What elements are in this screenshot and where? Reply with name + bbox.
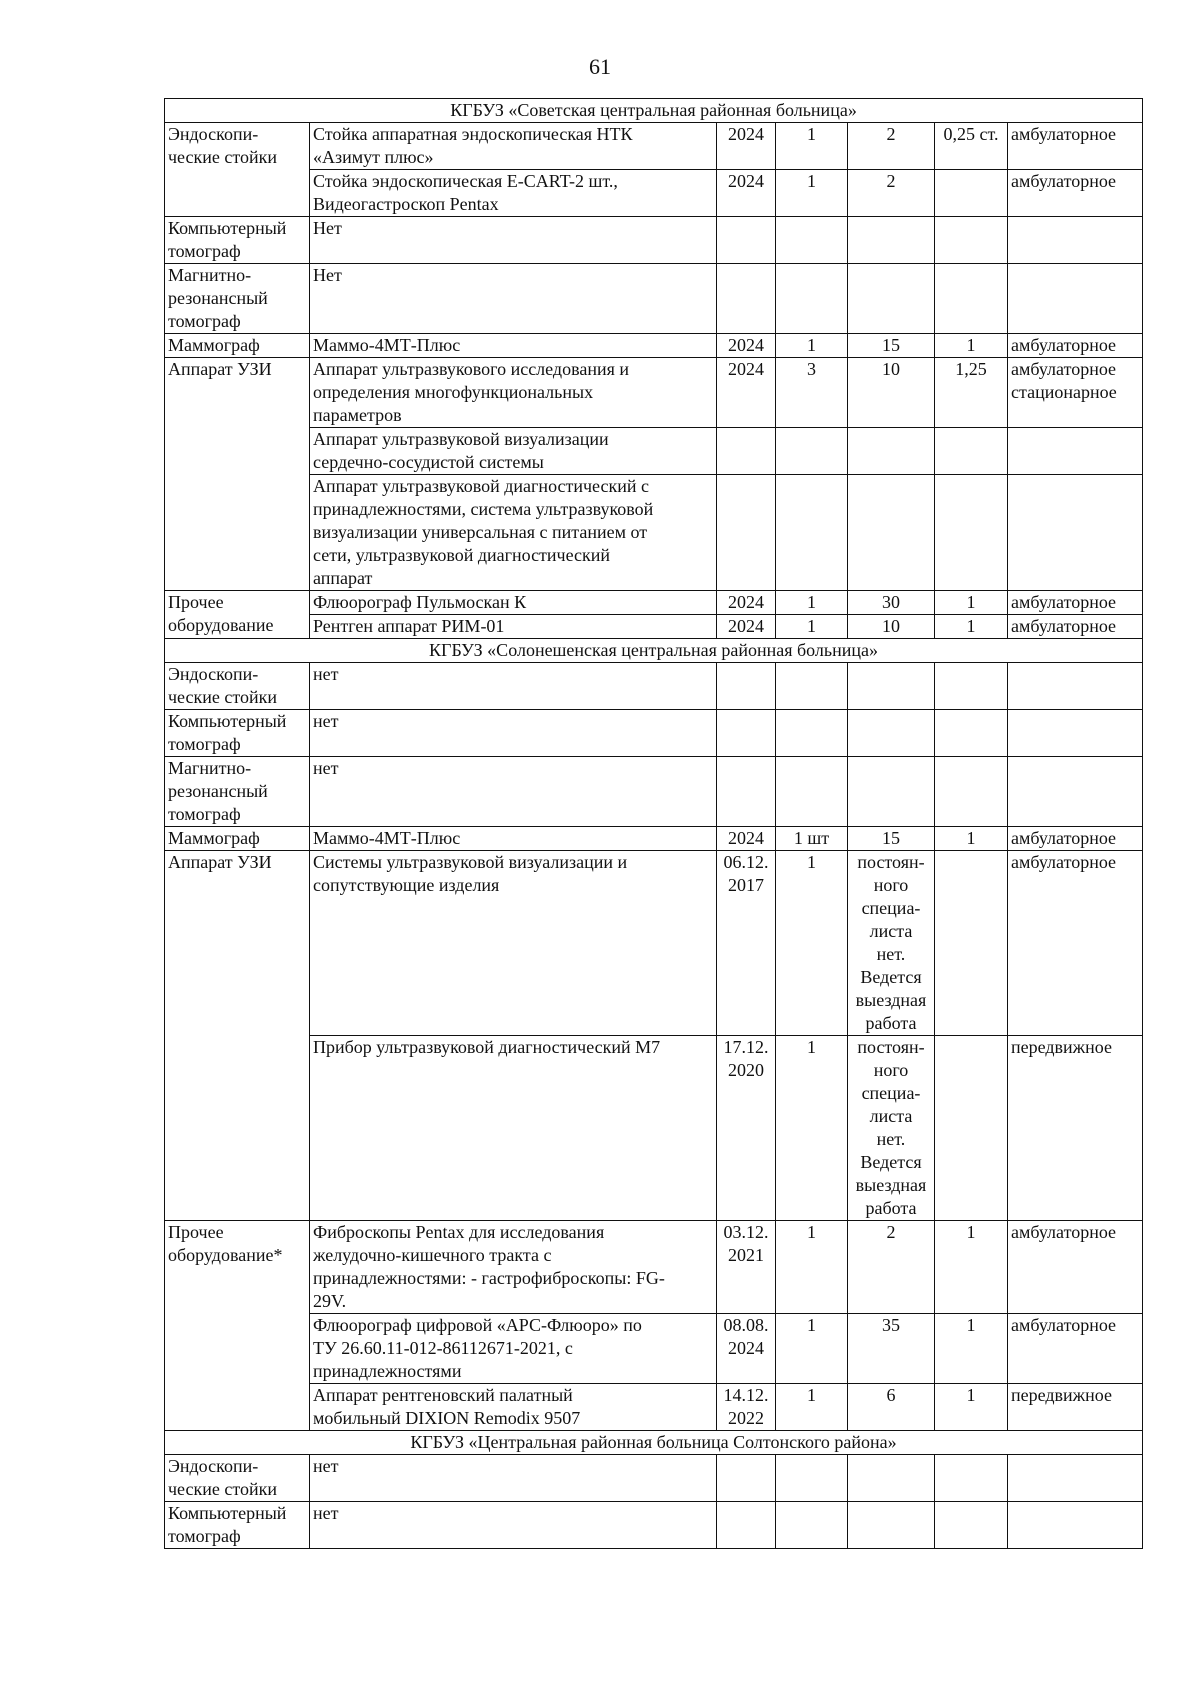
- quantity-cell: [776, 264, 848, 334]
- load-cell: 30: [848, 591, 935, 615]
- care-mode-cell: амбулаторное стационарное: [1008, 358, 1143, 428]
- year-cell: [717, 1455, 776, 1502]
- table-row: [165, 663, 1143, 710]
- table-row: [165, 123, 1143, 170]
- table-row: [165, 1036, 1143, 1221]
- equipment-category-cell: Магнитно- резонансный томограф: [165, 757, 310, 827]
- load-cell: 6: [848, 1384, 935, 1431]
- quantity-cell: [776, 475, 848, 591]
- table-row: [165, 851, 1143, 1036]
- load-cell: постоян- ного специа- листа нет. Ведется выездная работа: [848, 1036, 935, 1221]
- quantity-cell: [776, 710, 848, 757]
- quantity-cell: 1: [776, 123, 848, 170]
- care-mode-cell: [1008, 757, 1143, 827]
- equipment-category-cell: Маммограф: [165, 827, 310, 851]
- care-mode-cell: [1008, 1455, 1143, 1502]
- staff-rate-cell: 1: [935, 1384, 1008, 1431]
- device-name-cell: Маммо-4МТ-Плюс: [310, 827, 717, 851]
- staff-rate-cell: 1: [935, 1221, 1008, 1314]
- table-row: [165, 475, 1143, 591]
- device-name-cell: Стойка эндоскопическая E-CART-2 шт., Видеогастроскоп Pentax: [310, 170, 717, 217]
- organization-header-row: [165, 99, 1143, 123]
- year-cell: [717, 1502, 776, 1549]
- staff-rate-cell: [935, 1036, 1008, 1221]
- table-row: [165, 1221, 1143, 1314]
- quantity-cell: 1: [776, 1384, 848, 1431]
- device-name-cell: Нет: [310, 264, 717, 334]
- load-cell: [848, 428, 935, 475]
- staff-rate-cell: [935, 1502, 1008, 1549]
- device-name-cell: Аппарат ультразвукового исследования и определения многофункциональных параметров: [310, 358, 717, 428]
- staff-rate-cell: [935, 710, 1008, 757]
- device-name-cell: нет: [310, 757, 717, 827]
- care-mode-cell: амбулаторное: [1008, 827, 1143, 851]
- table-row: [165, 170, 1143, 217]
- equipment-category-cell: Компьютерный томограф: [165, 710, 310, 757]
- staff-rate-cell: 1: [935, 334, 1008, 358]
- table-row: [165, 757, 1143, 827]
- equipment-category-cell: Прочее оборудование: [165, 591, 310, 639]
- staff-rate-cell: [935, 475, 1008, 591]
- device-name-cell: Флюорограф Пульмоскан К: [310, 591, 717, 615]
- device-name-cell: Нет: [310, 217, 717, 264]
- year-cell: 14.12. 2022: [717, 1384, 776, 1431]
- year-cell: [717, 217, 776, 264]
- quantity-cell: [776, 217, 848, 264]
- care-mode-cell: [1008, 1502, 1143, 1549]
- staff-rate-cell: [935, 428, 1008, 475]
- equipment-category-cell: Компьютерный томограф: [165, 1502, 310, 1549]
- load-cell: [848, 757, 935, 827]
- care-mode-cell: амбулаторное: [1008, 1221, 1143, 1314]
- device-name-cell: Стойка аппаратная эндоскопическая НТК «Азимут плюс»: [310, 123, 717, 170]
- table-row: [165, 1384, 1143, 1431]
- load-cell: 15: [848, 827, 935, 851]
- device-name-cell: Аппарат ультразвуковой визуализации сердечно-сосудистой системы: [310, 428, 717, 475]
- device-name-cell: нет: [310, 663, 717, 710]
- quantity-cell: 1 шт: [776, 827, 848, 851]
- equipment-category-cell: Аппарат УЗИ: [165, 851, 310, 1221]
- load-cell: [848, 710, 935, 757]
- load-cell: 35: [848, 1314, 935, 1384]
- device-name-cell: Флюорограф цифровой «АРС-Флюоро» по ТУ 26.60.11-012-86112671-2021, с принадлежностями: [310, 1314, 717, 1384]
- staff-rate-cell: 1,25: [935, 358, 1008, 428]
- staff-rate-cell: [935, 264, 1008, 334]
- organization-header-row: [165, 639, 1143, 663]
- staff-rate-cell: 1: [935, 1314, 1008, 1384]
- year-cell: [717, 663, 776, 710]
- table-row: [165, 264, 1143, 334]
- table-row: [165, 710, 1143, 757]
- equipment-category-cell: Эндоскопи- ческие стойки: [165, 663, 310, 710]
- device-name-cell: Системы ультразвуковой визуализации и сопутствующие изделия: [310, 851, 717, 1036]
- care-mode-cell: передвижное: [1008, 1036, 1143, 1221]
- staff-rate-cell: [935, 757, 1008, 827]
- page-number: 61: [589, 54, 611, 79]
- load-cell: [848, 217, 935, 264]
- load-cell: 10: [848, 615, 935, 639]
- load-cell: 2: [848, 170, 935, 217]
- staff-rate-cell: [935, 663, 1008, 710]
- table-row: [165, 1314, 1143, 1384]
- care-mode-cell: [1008, 663, 1143, 710]
- care-mode-cell: [1008, 217, 1143, 264]
- staff-rate-cell: [935, 851, 1008, 1036]
- year-cell: [717, 264, 776, 334]
- quantity-cell: 1: [776, 1314, 848, 1384]
- year-cell: 2024: [717, 358, 776, 428]
- quantity-cell: [776, 1455, 848, 1502]
- quantity-cell: [776, 757, 848, 827]
- device-name-cell: Маммо-4МТ-Плюс: [310, 334, 717, 358]
- organization-name: КГБУЗ «Солонешенская центральная районная больница»: [165, 639, 1143, 663]
- care-mode-cell: передвижное: [1008, 1384, 1143, 1431]
- year-cell: [717, 710, 776, 757]
- load-cell: [848, 1455, 935, 1502]
- quantity-cell: 1: [776, 334, 848, 358]
- care-mode-cell: амбулаторное: [1008, 123, 1143, 170]
- table-row: [165, 334, 1143, 358]
- care-mode-cell: [1008, 264, 1143, 334]
- staff-rate-cell: [935, 1455, 1008, 1502]
- care-mode-cell: амбулаторное: [1008, 591, 1143, 615]
- load-cell: [848, 1502, 935, 1549]
- care-mode-cell: амбулаторное: [1008, 615, 1143, 639]
- device-name-cell: Аппарат ультразвуковой диагностический с принадлежностями, система ультразвуковой визуализации универсальная с питанием от сети, ультразвуковой диагностический аппарат: [310, 475, 717, 591]
- year-cell: 2024: [717, 123, 776, 170]
- year-cell: [717, 757, 776, 827]
- organization-name: КГБУЗ «Центральная районная больница Солтонского района»: [165, 1431, 1143, 1455]
- device-name-cell: Прибор ультразвуковой диагностический M7: [310, 1036, 717, 1221]
- care-mode-cell: [1008, 428, 1143, 475]
- care-mode-cell: [1008, 475, 1143, 591]
- staff-rate-cell: [935, 170, 1008, 217]
- staff-rate-cell: 0,25 ст.: [935, 123, 1008, 170]
- load-cell: [848, 264, 935, 334]
- device-name-cell: нет: [310, 1455, 717, 1502]
- organization-header-row: [165, 1431, 1143, 1455]
- table-row: [165, 428, 1143, 475]
- quantity-cell: 1: [776, 1221, 848, 1314]
- equipment-category-cell: Магнитно- резонансный томограф: [165, 264, 310, 334]
- care-mode-cell: амбулаторное: [1008, 851, 1143, 1036]
- care-mode-cell: амбулаторное: [1008, 170, 1143, 217]
- load-cell: постоян- ного специа- листа нет. Ведется выездная работа: [848, 851, 935, 1036]
- equipment-category-cell: Эндоскопи- ческие стойки: [165, 1455, 310, 1502]
- load-cell: 15: [848, 334, 935, 358]
- care-mode-cell: амбулаторное: [1008, 334, 1143, 358]
- device-name-cell: нет: [310, 1502, 717, 1549]
- quantity-cell: 1: [776, 170, 848, 217]
- year-cell: 2024: [717, 615, 776, 639]
- load-cell: 10: [848, 358, 935, 428]
- device-name-cell: нет: [310, 710, 717, 757]
- year-cell: 08.08. 2024: [717, 1314, 776, 1384]
- device-name-cell: Фиброскопы Pentax для исследования желудочно-кишечного тракта с принадлежностями: - гастрофиброскопы: FG- 29V.: [310, 1221, 717, 1314]
- year-cell: 2024: [717, 591, 776, 615]
- quantity-cell: 1: [776, 851, 848, 1036]
- quantity-cell: 1: [776, 591, 848, 615]
- year-cell: 2024: [717, 334, 776, 358]
- staff-rate-cell: 1: [935, 615, 1008, 639]
- quantity-cell: [776, 428, 848, 475]
- year-cell: 17.12. 2020: [717, 1036, 776, 1221]
- table-row: [165, 1502, 1143, 1549]
- care-mode-cell: [1008, 710, 1143, 757]
- equipment-table: [164, 98, 1143, 1549]
- device-name-cell: Рентген аппарат РИМ-01: [310, 615, 717, 639]
- quantity-cell: [776, 1502, 848, 1549]
- table-row: [165, 1455, 1143, 1502]
- table-row: [165, 217, 1143, 264]
- year-cell: 03.12. 2021: [717, 1221, 776, 1314]
- care-mode-cell: амбулаторное: [1008, 1314, 1143, 1384]
- staff-rate-cell: [935, 217, 1008, 264]
- equipment-category-cell: Аппарат УЗИ: [165, 358, 310, 591]
- table-row: [165, 591, 1143, 615]
- device-name-cell: Аппарат рентгеновский палатный мобильный DIXION Remodix 9507: [310, 1384, 717, 1431]
- quantity-cell: [776, 663, 848, 710]
- year-cell: [717, 428, 776, 475]
- year-cell: 2024: [717, 170, 776, 217]
- table-row: [165, 358, 1143, 428]
- quantity-cell: 1: [776, 1036, 848, 1221]
- year-cell: 06.12. 2017: [717, 851, 776, 1036]
- table-row: [165, 615, 1143, 639]
- staff-rate-cell: 1: [935, 591, 1008, 615]
- load-cell: [848, 663, 935, 710]
- year-cell: 2024: [717, 827, 776, 851]
- year-cell: [717, 475, 776, 591]
- load-cell: 2: [848, 1221, 935, 1314]
- equipment-category-cell: Компьютерный томограф: [165, 217, 310, 264]
- load-cell: 2: [848, 123, 935, 170]
- load-cell: [848, 475, 935, 591]
- equipment-category-cell: Прочее оборудование*: [165, 1221, 310, 1431]
- staff-rate-cell: 1: [935, 827, 1008, 851]
- quantity-cell: 1: [776, 615, 848, 639]
- equipment-category-cell: Маммограф: [165, 334, 310, 358]
- table-row: [165, 827, 1143, 851]
- quantity-cell: 3: [776, 358, 848, 428]
- equipment-category-cell: Эндоскопи- ческие стойки: [165, 123, 310, 217]
- organization-name: КГБУЗ «Советская центральная районная больница»: [165, 99, 1143, 123]
